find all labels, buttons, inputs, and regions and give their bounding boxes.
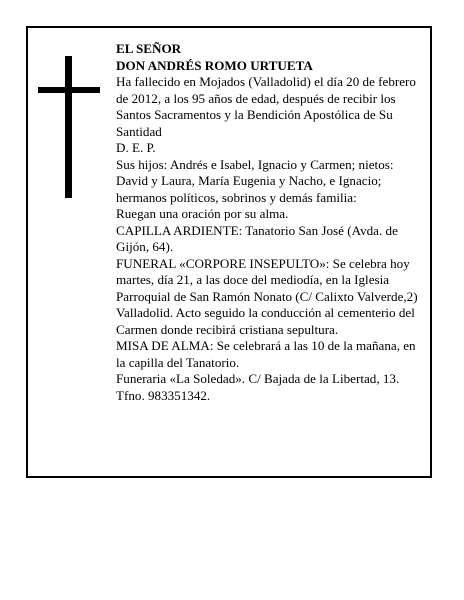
- family-list: Sus hijos: Andrés e Isabel, Ignacio y Carmen; nietos: David y Laura, María Eugenia y Nacho, e Ignacio; hermanos políticos, sobrinos y demás familia:: [116, 156, 394, 205]
- cross-vertical-bar: [65, 56, 72, 198]
- prayer-request: Ruegan una oración por su alma.: [116, 206, 289, 221]
- obituary-notice: [26, 26, 432, 478]
- cross-horizontal-bar: [38, 87, 100, 93]
- notice-text: [116, 41, 428, 404]
- chapel-info: CAPILLA ARDIENTE: Tanatorio San José (Avda. de Gijón, 64).: [116, 222, 398, 254]
- funeral-info: FUNERAL «CORPORE INSEPULTO»: Se celebra hoy martes, día 21, a las doce del mediodía, en la Iglesia Parroquial de San Ramón Nonato (C/ Calixto Valverde,2) Valladolid. Acto seguido la conducción al cementerio del Carmen donde recibirá cristiana sepultura.: [116, 255, 418, 337]
- mass-info: MISA DE ALMA: Se celebrará a las 10 de la mañana, en la capilla del Tanatorio.: [116, 338, 416, 370]
- death-info: Ha fallecido en Mojados (Valladolid) el día 20 de febrero de 2012, a los 95 años de edad, después de recibir los Santos Sacramentos y la Bendición Apostólica de Su Santidad: [116, 74, 416, 139]
- funeral-home-info: Funeraria «La Soledad». C/ Bajada de la Libertad, 13. Tfno. 983351342.: [116, 371, 400, 403]
- dep-line: D. E. P.: [116, 140, 156, 155]
- notice-title: EL SEÑOR: [116, 41, 182, 56]
- cross-icon: [38, 56, 100, 198]
- deceased-name: DON ANDRÉS ROMO URTUETA: [116, 57, 313, 73]
